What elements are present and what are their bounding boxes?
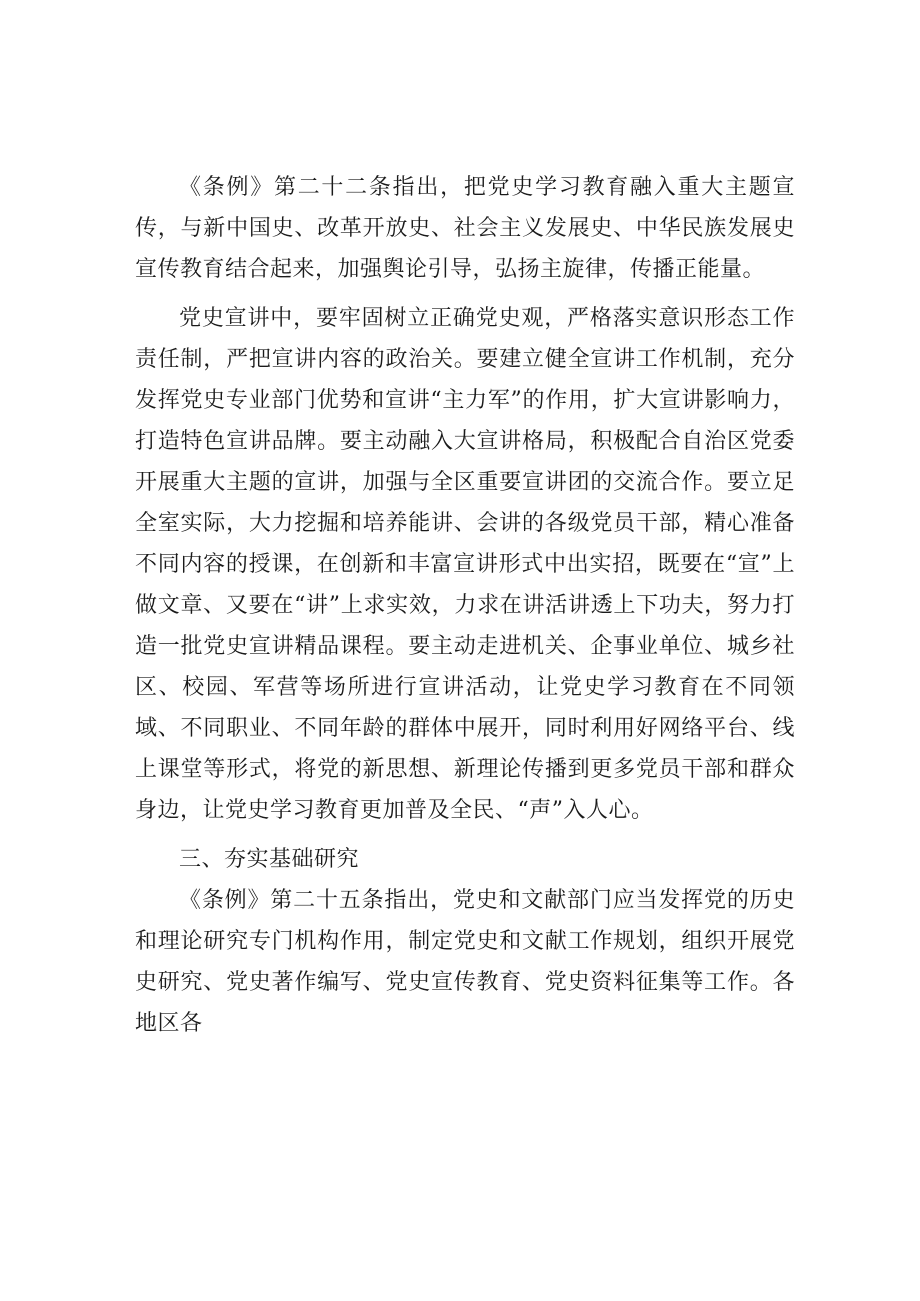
paragraph-article-25: 《条例》第二十五条指出，党史和文献部门应当发挥党的历史和理论研究专门机构作用，制定党史和文献工作规划，组织开展党史研究、党史著作编写、党史宣传教育、党史资料征集等工作。各地区各 — [135, 888, 795, 1036]
section-heading: 三、夯实基础研究 — [179, 847, 360, 872]
paragraph-article-22: 《条例》第二十二条指出，把党史学习教育融入重大主题宣传，与新中国史、改革开放史、社会主义发展史、中华民族发展史宣传教育结合起来，加强舆论引导，弘扬主旋律，传播正能量。 — [135, 175, 795, 282]
document-body — [135, 167, 795, 1044]
paragraph-party-history-lecture: 党史宣讲中，要牢固树立正确党史观，严格落实意识形态工作责任制，严把宣讲内容的政治关。要建立健全宣讲工作机制，充分发挥党史专业部门优势和宣讲“主力军”的作用，扩大宣讲影响力，打造特色宣讲品牌。要主动融入大宣讲格局，积极配合自治区党委开展重大主题的宣讲，加强与全区重要宣讲团的交流合作。要立足全室实际，大力挖掘和培养能讲、会讲的各级党员干部，精心准备不同内容的授课，在创新和丰富宣讲形式中出实招，既要在“宣”上做文章、又要在“讲”上求实效，力求在讲活讲透上下功夫，努力打造一批党史宣讲精品课程。要主动走进机关、企事业单位、城乡社区、校园、军营等场所进行宣讲活动，让党史学习教育在不同领域、不同职业、不同年龄的群体中展开，同时利用好网络平台、线上课堂等形式，将党的新思想、新理论传播到更多党员干部和群众身边，让党史学习教育更加普及全民、“声”入人心。 — [135, 306, 795, 823]
